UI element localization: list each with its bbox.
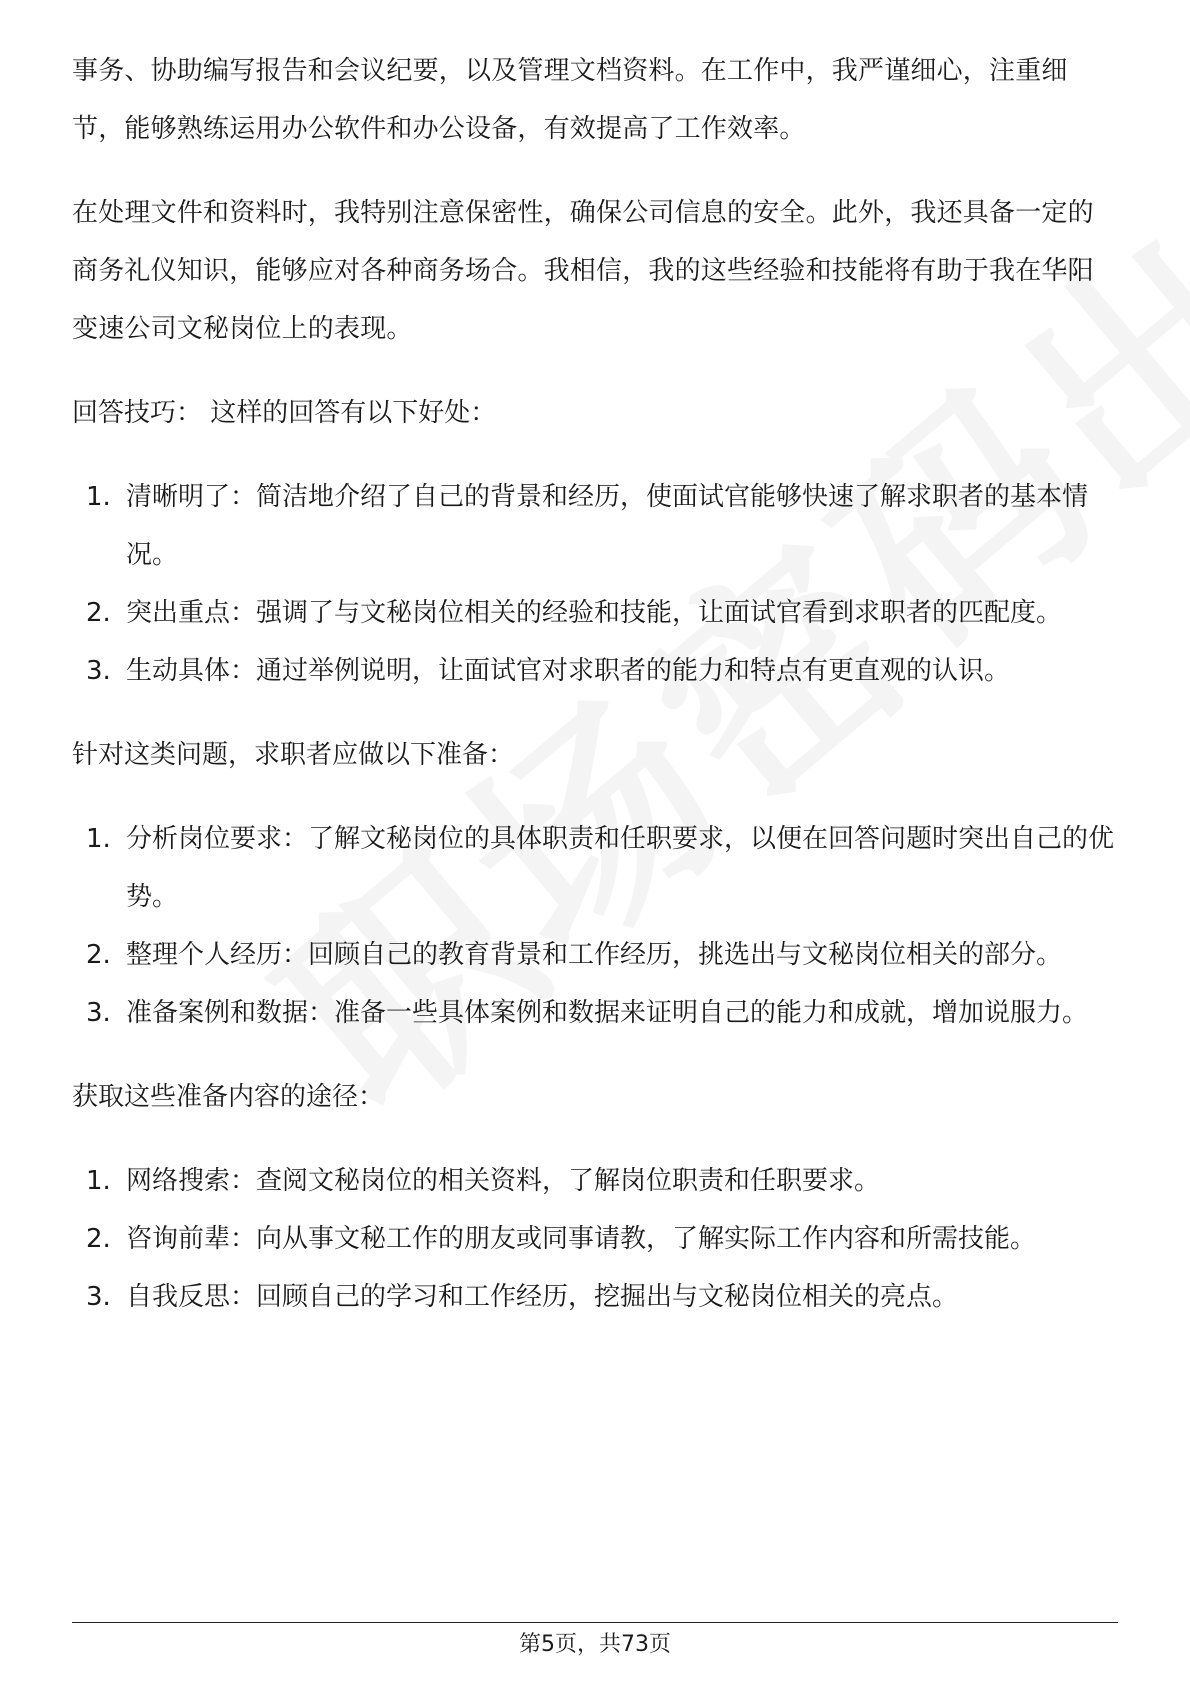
list-item [72, 584, 1118, 642]
list-item [72, 1152, 1118, 1210]
list-number: 2. [86, 598, 111, 628]
list-number: 2. [86, 940, 111, 970]
sources-heading: 获取这些准备内容的途径： [72, 1082, 385, 1112]
list-item-text: 咨询前辈：向从事文秘工作的朋友或同事请教，了解实际工作内容和所需技能。 [126, 1224, 1037, 1254]
list-item [72, 810, 1118, 926]
tips-heading: 回答技巧： 这样的回答有以下好处： [72, 398, 497, 428]
list-item [72, 642, 1118, 700]
list-number: 2. [86, 1224, 111, 1254]
list-item [72, 468, 1118, 584]
list-item [72, 926, 1118, 984]
document-page [72, 42, 1118, 1352]
list-item-text: 生动具体：通过举例说明，让面试官对求职者的能力和特点有更直观的认识。 [126, 656, 1011, 686]
sources-list [72, 1152, 1118, 1326]
list-item-text: 网络搜索：查阅文秘岗位的相关资料，了解岗位职责和任职要求。 [126, 1166, 881, 1196]
footer-divider [72, 1622, 1118, 1623]
list-number: 1. [86, 482, 111, 512]
prep-heading: 针对这类问题，求职者应做以下准备： [72, 740, 515, 770]
list-item [72, 984, 1118, 1042]
list-item [72, 1210, 1118, 1268]
list-item-text: 分析岗位要求：了解文秘岗位的具体职责和任职要求，以便在回答问题时突出自己的优势。 [126, 824, 1115, 912]
list-item-text: 自我反思：回顾自己的学习和工作经历，挖掘出与文秘岗位相关的亮点。 [126, 1282, 959, 1312]
list-item-text: 准备案例和数据：准备一些具体案例和数据来证明自己的能力和成就，增加说服力。 [126, 998, 1089, 1028]
list-item [72, 1268, 1118, 1326]
tips-list [72, 468, 1118, 700]
prep-list [72, 810, 1118, 1042]
intro-paragraph-2: 在处理文件和资料时，我特别注意保密性，确保公司信息的安全。此外，我还具备一定的商务礼仪知识，能够应对各种商务场合。我相信，我的这些经验和技能将有助于我在华阳变速公司文秘岗位上的表现。 [72, 198, 1094, 344]
list-number: 1. [86, 824, 111, 854]
list-item-text: 清晰明了：简洁地介绍了自己的背景和经历，使面试官能够快速了解求职者的基本情况。 [126, 482, 1089, 570]
page-number: 第5页，共73页 [519, 1632, 671, 1657]
list-number: 3. [86, 1282, 111, 1312]
list-number: 3. [86, 998, 111, 1028]
list-number: 3. [86, 656, 111, 686]
intro-paragraph-1: 事务、协助编写报告和会议纪要，以及管理文档资料。在工作中，我严谨细心，注重细节，能够熟练运用办公软件和办公设备，有效提高了工作效率。 [72, 56, 1068, 144]
list-number: 1. [86, 1166, 111, 1196]
list-item-text: 突出重点：强调了与文秘岗位相关的经验和技能，让面试官看到求职者的匹配度。 [126, 598, 1063, 628]
list-item-text: 整理个人经历：回顾自己的教育背景和工作经历，挑选出与文秘岗位相关的部分。 [126, 940, 1063, 970]
